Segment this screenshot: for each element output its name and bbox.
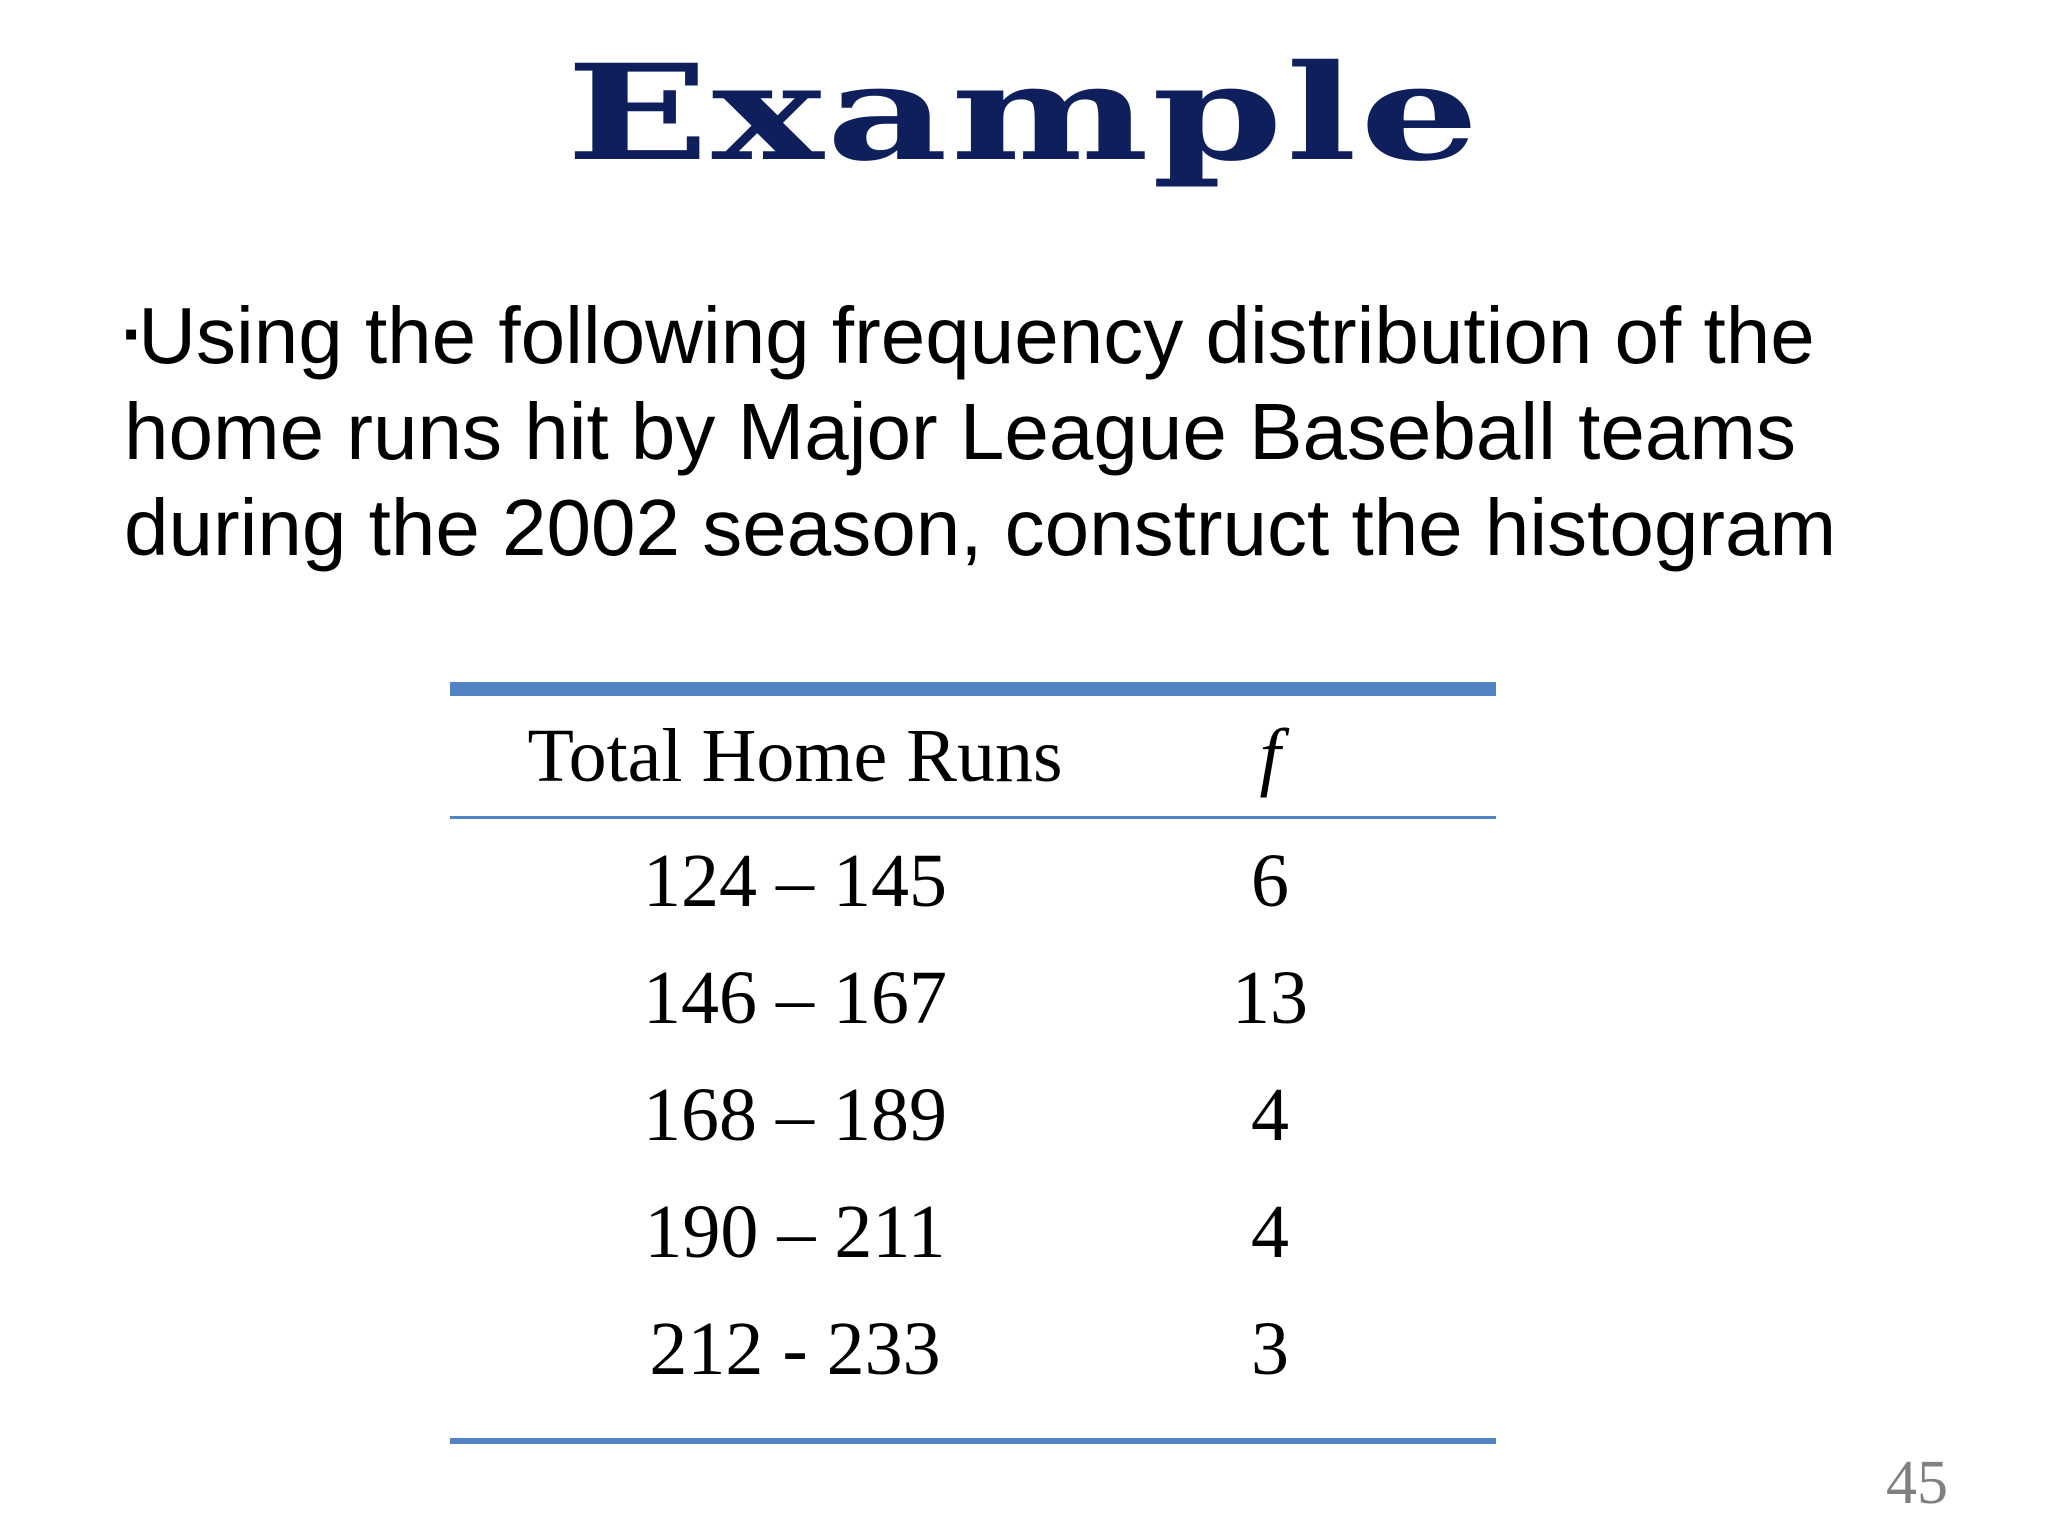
square-bullet-icon: ▪ <box>124 312 139 356</box>
slide-title: Example <box>566 36 1482 191</box>
range-cell: 124 – 145 <box>643 839 947 923</box>
frequency-cell: 3 <box>1251 1307 1289 1391</box>
header-total-home-runs: Total Home Runs <box>527 713 1063 798</box>
table-header-row <box>450 696 1496 816</box>
frequency-cell: 6 <box>1251 839 1289 923</box>
range-cell: 168 – 189 <box>643 1073 947 1157</box>
range-cell: 190 – 211 <box>644 1190 946 1274</box>
table-row <box>450 823 1496 940</box>
bullet-text <box>124 286 1964 576</box>
table-bottom-rule <box>450 1438 1496 1444</box>
bullet-line-3: during the 2002 season, construct the histogram <box>124 483 1837 572</box>
table-row <box>450 1174 1496 1291</box>
table-row <box>450 1291 1496 1408</box>
frequency-cell: 4 <box>1251 1190 1289 1274</box>
table-body <box>450 819 1496 1408</box>
table-top-rule <box>450 682 1496 696</box>
frequency-table <box>450 682 1496 1408</box>
frequency-cell: 13 <box>1232 956 1308 1040</box>
frequency-cell: 4 <box>1251 1073 1289 1157</box>
range-cell: 146 – 167 <box>643 956 947 1040</box>
bullet-line-1 <box>124 286 1964 384</box>
range-cell: 212 - 233 <box>649 1307 941 1391</box>
page-number: 45 <box>1886 1449 1948 1517</box>
bullet-line-1-text: Using the following frequency distribution of the <box>138 291 1815 380</box>
table-row <box>450 940 1496 1057</box>
table-row <box>450 1057 1496 1174</box>
bullet-line-2: home runs hit by Major League Baseball teams <box>124 387 1797 476</box>
header-frequency: f <box>1259 713 1281 798</box>
